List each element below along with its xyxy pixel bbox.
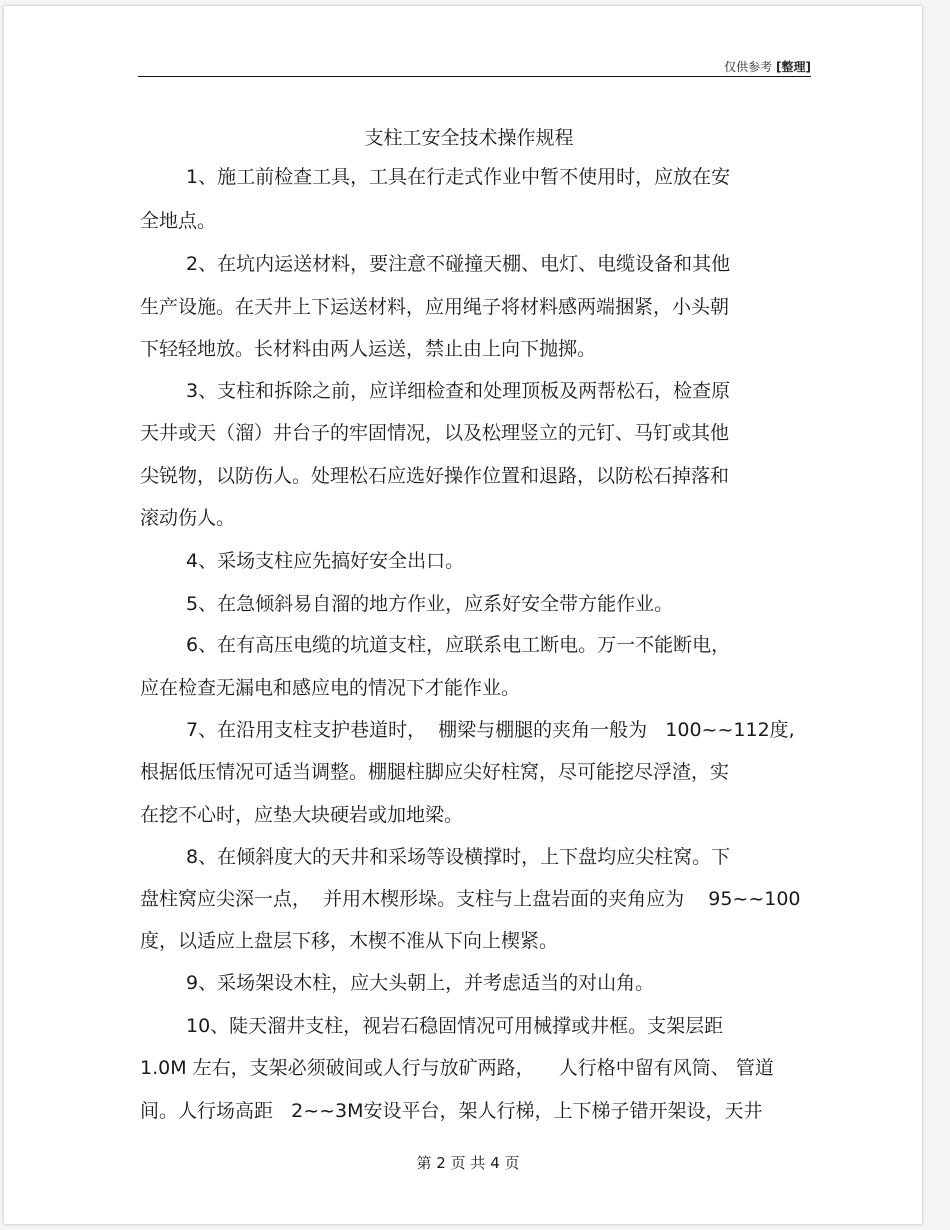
body-line: 根据低压情况可适当调整。棚腿柱脚应尖好柱窝，尽可能挖尽浮渣，实 (140, 761, 730, 783)
body-line: 5、在急倾斜易自溜的地方作业，应系好安全带方能作业。 (186, 593, 674, 615)
body-line: 1.0M 左右，支架必须破间或人行与放矿两路， 人行格中留有风筒、 管道 (140, 1057, 774, 1079)
body-line: 10、陡天溜井支柱，视岩石稳固情况可用械撑或井框。支架层距 (186, 1015, 724, 1037)
body-line: 尖锐物，以防伤人。处理松石应选好操作位置和退路，以防松石掉落和 (140, 465, 730, 487)
header-rule (138, 76, 811, 77)
body-line: 生产设施。在天井上下运送材料，应用绳子将材料感两端捆紧，小头朝 (140, 296, 730, 318)
body-line: 应在检查无漏电和感应电的情况下才能作业。 (140, 677, 521, 699)
footer-label-di: 第 (416, 1154, 432, 1172)
body-line: 1、施工前检查工具，工具在行走式作业中暂不使用时，应放在安 (186, 166, 731, 188)
body-line: 下轻轻地放。长材料由两人运送，禁止由上向下抛掷。 (140, 338, 597, 360)
body-line: 4、采场支柱应先搞好安全出口。 (186, 550, 465, 572)
footer-page-number: 2 (436, 1154, 446, 1172)
body-line: 8、在倾斜度大的天井和采场等设横撑时，上下盘均应尖柱窝。下 (186, 846, 731, 868)
body-line: 2、在坑内运送材料，要注意不碰撞天棚、电灯、电缆设备和其他 (186, 253, 731, 275)
footer-label-ye: 页 (450, 1154, 466, 1172)
body-line: 9、采场架设木柱，应大头朝上，并考虑适当的对山角。 (186, 972, 655, 994)
document-title: 支柱工安全技术操作规程 (364, 127, 574, 149)
body-line: 在挖不心时，应垫大块硬岩或加地梁。 (140, 804, 464, 826)
body-line: 7、在沿用支柱支护巷道时， 棚梁与棚腿的夹角一般为 100~~112度, (186, 719, 795, 741)
body-line: 度，以适应上盘层下移，木楔不准从下向上楔紧。 (140, 930, 559, 952)
body-line: 盘柱窝应尖深一点， 并用木楔形垛。支柱与上盘岩面的夹角应为 95~~100 (140, 888, 801, 910)
page-header (724, 58, 811, 75)
header-tag: [整理] (776, 60, 811, 74)
document-page (4, 6, 922, 1224)
body-line: 间。人行场高距 2~~3M安设平台，架人行梯，上下梯子错开架设，天井 (140, 1100, 763, 1122)
body-line: 天井或天（溜）井台子的牢固情况，以及松理竖立的元钉、马钉或其他 (140, 422, 730, 444)
body-line: 全地点。 (140, 210, 217, 232)
body-line: 3、支柱和拆除之前，应详细检查和处理顶板及两帮松石，检查原 (186, 380, 731, 402)
footer-label-ye2: 页 (504, 1154, 520, 1172)
page-footer (4, 1152, 922, 1173)
body-line: 6、在有高压电缆的坑道支柱，应联系电工断电。万一不能断电， (186, 634, 731, 656)
footer-total-pages: 4 (490, 1154, 500, 1172)
body-line: 滚动伤人。 (140, 507, 236, 529)
header-note: 仅供参考 (724, 60, 773, 74)
footer-label-gong: 共 (470, 1154, 486, 1172)
